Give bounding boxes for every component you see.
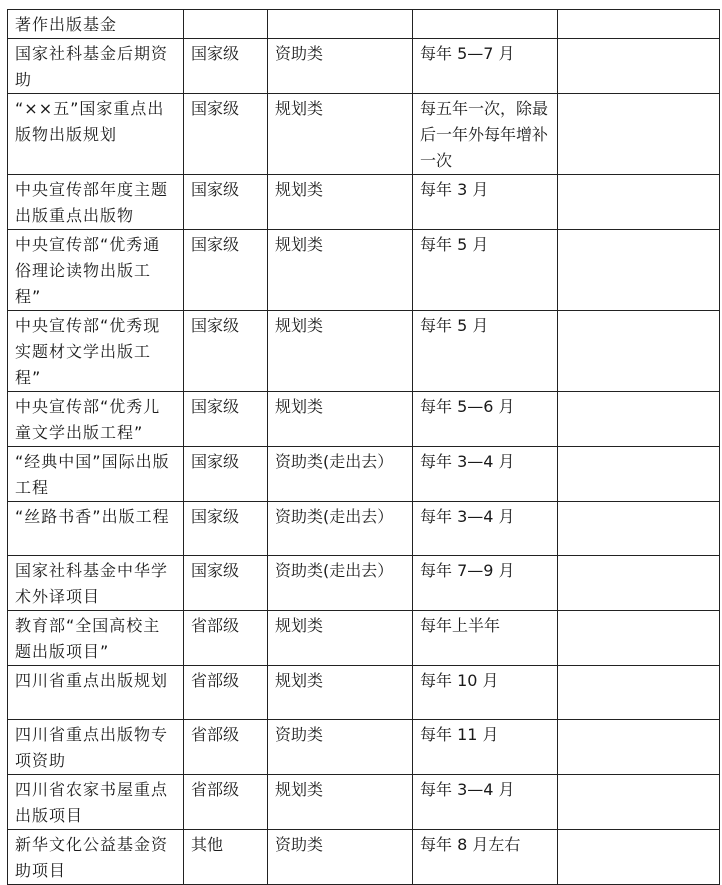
cell-time: 每年 7—9 月 xyxy=(413,556,558,611)
table-row xyxy=(8,230,720,311)
cell-time: 每年 11 月 xyxy=(413,720,558,775)
cell-level: 其他 xyxy=(184,830,268,885)
cell-project-name: 中央宣传部“优秀儿童文学出版工程” xyxy=(8,392,184,447)
table-row xyxy=(8,94,720,175)
cell-project-name: 国家社科基金中华学术外译项目 xyxy=(8,556,184,611)
cell-project-name: 中央宣传部“优秀现实题材文学出版工程” xyxy=(8,311,184,392)
cell-type: 资助类 xyxy=(268,720,413,775)
table-row xyxy=(8,39,720,94)
cell-level: 国家级 xyxy=(184,556,268,611)
cell-type: 规划类 xyxy=(268,775,413,830)
cell-project-name: 四川省重点出版规划 xyxy=(8,666,184,720)
table-row xyxy=(8,502,720,556)
cell-type: 规划类 xyxy=(268,392,413,447)
cell-level: 国家级 xyxy=(184,39,268,94)
cell-time xyxy=(413,10,558,39)
cell-note xyxy=(558,720,720,775)
cell-note xyxy=(558,94,720,175)
cell-type: 资助类(走出去） xyxy=(268,502,413,556)
cell-note xyxy=(558,447,720,502)
cell-type: 规划类 xyxy=(268,230,413,311)
cell-project-name: 著作出版基金 xyxy=(8,10,184,39)
cell-note xyxy=(558,556,720,611)
cell-time: 每年上半年 xyxy=(413,611,558,666)
cell-note xyxy=(558,611,720,666)
cell-level: 国家级 xyxy=(184,175,268,230)
cell-time: 每年 8 月左右 xyxy=(413,830,558,885)
cell-level: 国家级 xyxy=(184,94,268,175)
cell-project-name: 四川省农家书屋重点出版项目 xyxy=(8,775,184,830)
cell-time: 每年 5 月 xyxy=(413,230,558,311)
cell-level: 省部级 xyxy=(184,666,268,720)
cell-note xyxy=(558,666,720,720)
cell-note xyxy=(558,311,720,392)
cell-type xyxy=(268,10,413,39)
cell-type: 资助类(走出去） xyxy=(268,447,413,502)
cell-level: 国家级 xyxy=(184,230,268,311)
table-row xyxy=(8,311,720,392)
table-row xyxy=(8,720,720,775)
cell-level: 国家级 xyxy=(184,447,268,502)
cell-level: 省部级 xyxy=(184,720,268,775)
cell-type: 规划类 xyxy=(268,94,413,175)
cell-time: 每年 10 月 xyxy=(413,666,558,720)
cell-type: 规划类 xyxy=(268,611,413,666)
cell-time: 每年 3—4 月 xyxy=(413,502,558,556)
cell-type: 资助类 xyxy=(268,830,413,885)
cell-level: 省部级 xyxy=(184,611,268,666)
cell-type: 规划类 xyxy=(268,175,413,230)
table-row xyxy=(8,175,720,230)
cell-note xyxy=(558,830,720,885)
cell-type: 规划类 xyxy=(268,311,413,392)
cell-project-name: 教育部“全国高校主题出版项目” xyxy=(8,611,184,666)
cell-note xyxy=(558,175,720,230)
cell-level: 国家级 xyxy=(184,311,268,392)
cell-type: 资助类(走出去） xyxy=(268,556,413,611)
table-row xyxy=(8,392,720,447)
cell-time: 每年 5—6 月 xyxy=(413,392,558,447)
cell-project-name: 四川省重点出版物专项资助 xyxy=(8,720,184,775)
table-row xyxy=(8,611,720,666)
cell-note xyxy=(558,775,720,830)
table-row xyxy=(8,666,720,720)
cell-time: 每年 3—4 月 xyxy=(413,775,558,830)
cell-level: 国家级 xyxy=(184,502,268,556)
cell-time: 每年 3—4 月 xyxy=(413,447,558,502)
cell-project-name: “经典中国”国际出版工程 xyxy=(8,447,184,502)
cell-project-name: 国家社科基金后期资助 xyxy=(8,39,184,94)
cell-type: 规划类 xyxy=(268,666,413,720)
cell-time: 每年 5—7 月 xyxy=(413,39,558,94)
cell-level xyxy=(184,10,268,39)
cell-type: 资助类 xyxy=(268,39,413,94)
cell-note xyxy=(558,230,720,311)
cell-note xyxy=(558,502,720,556)
table-row xyxy=(8,10,720,39)
cell-time: 每年 5 月 xyxy=(413,311,558,392)
cell-level: 省部级 xyxy=(184,775,268,830)
table-row xyxy=(8,447,720,502)
cell-project-name: 新华文化公益基金资助项目 xyxy=(8,830,184,885)
cell-project-name: 中央宣传部年度主题出版重点出版物 xyxy=(8,175,184,230)
cell-time: 每五年一次，除最后一年外每年增补一次 xyxy=(413,94,558,175)
cell-project-name: “××五”国家重点出版物出版规划 xyxy=(8,94,184,175)
table-row xyxy=(8,775,720,830)
cell-note xyxy=(558,39,720,94)
cell-project-name: “丝路书香”出版工程 xyxy=(8,502,184,556)
table-row xyxy=(8,556,720,611)
cell-note xyxy=(558,10,720,39)
cell-project-name: 中央宣传部“优秀通俗理论读物出版工程” xyxy=(8,230,184,311)
cell-note xyxy=(558,392,720,447)
cell-level: 国家级 xyxy=(184,392,268,447)
publishing-fund-table xyxy=(7,9,720,885)
table-row xyxy=(8,830,720,885)
cell-time: 每年 3 月 xyxy=(413,175,558,230)
